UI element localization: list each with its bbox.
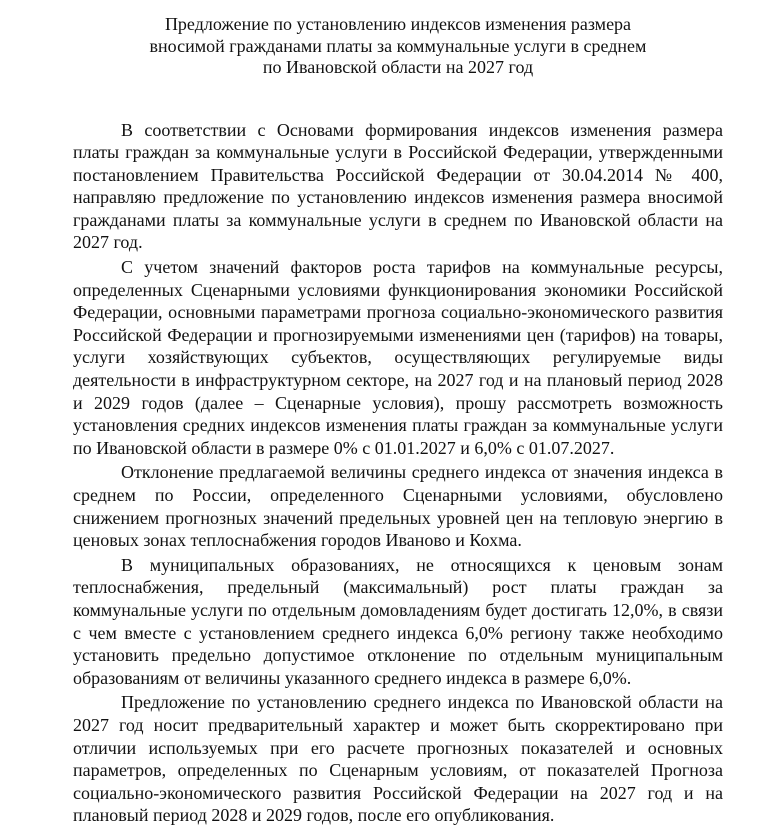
paragraph-deviation-reason: Отклонение предлагаемой величины среднего индекса от значения индекса в среднем по России, определенного Сценарными условиями, обусловлено снижением прогнозных значений предельных уровней цен на тепловую энергию в ценовых зонах теплоснабжения городов Иваново и Кохма. xyxy=(73,462,723,551)
title-line-2: вносимой гражданами платы за коммунальные услуги в среднем xyxy=(149,35,647,56)
title-line-1: Предложение по установлению индексов изменения размера xyxy=(164,14,632,34)
paragraph-legal-basis: В соответствии с Основами формирования индексов изменения размера платы граждан за коммунальные услуги в Российской Федерации, утвержденными постановлением Правительства Российской Федерации от 30.04.2014 № 400, направляю предложение по установлению индексов изменения размера вносимой гражданами платы за коммунальные услуги в среднем по Ивановской области на 2027 год. xyxy=(73,119,723,253)
paragraph-preliminary-note: Предложение по установлению среднего индекса по Ивановской области на 2027 год носит предварительный характер и может быть скорректировано при отличии используемых при его расчете прогнозных показателей и основных параметров, определенных по Сценарным условиям, от показателей Прогноза социально-экономического развития Российской Федерации на 2027 год и на плановый период 2028 и 2029 годов, после его опубликования. xyxy=(73,692,723,826)
document-page xyxy=(73,14,723,829)
paragraph-index-request: С учетом значений факторов роста тарифов на коммунальные ресурсы, определенных Сценарными условиями функционирования экономики Российской Федерации, основными параметрами прогноза социально-экономического развития Российской Федерации и прогнозируемыми изменениями цен (тарифов) на товары, услуги хозяйствующих субъектов, осуществляющих регулируемые виды деятельности в инфраструктурном секторе, на 2027 год и на плановый период 2028 и 2029 годов (далее – Сценарные условия), прошу рассмотреть возможность установления средних индексов изменения платы граждан за коммунальные услуги по Ивановской области в размере 0% с 01.01.2027 и 6,0% с 01.07.2027. xyxy=(73,257,723,458)
title-line-3: по Ивановской области на 2027 год xyxy=(262,57,534,77)
document-title xyxy=(73,14,723,79)
paragraph-municipal-deviation: В муниципальных образованиях, не относящихся к ценовым зонам теплоснабжения, предельный (максимальный) рост платы граждан за коммунальные услуги по отдельным домовладениям будет достигать 12,0%, в связи с чем вместе с установлением среднего индекса 6,0% региону также необходимо установить предельно допустимое отклонение по отдельным муниципальным образованиям от величины указанного среднего индекса в размере 6,0%. xyxy=(73,554,723,688)
